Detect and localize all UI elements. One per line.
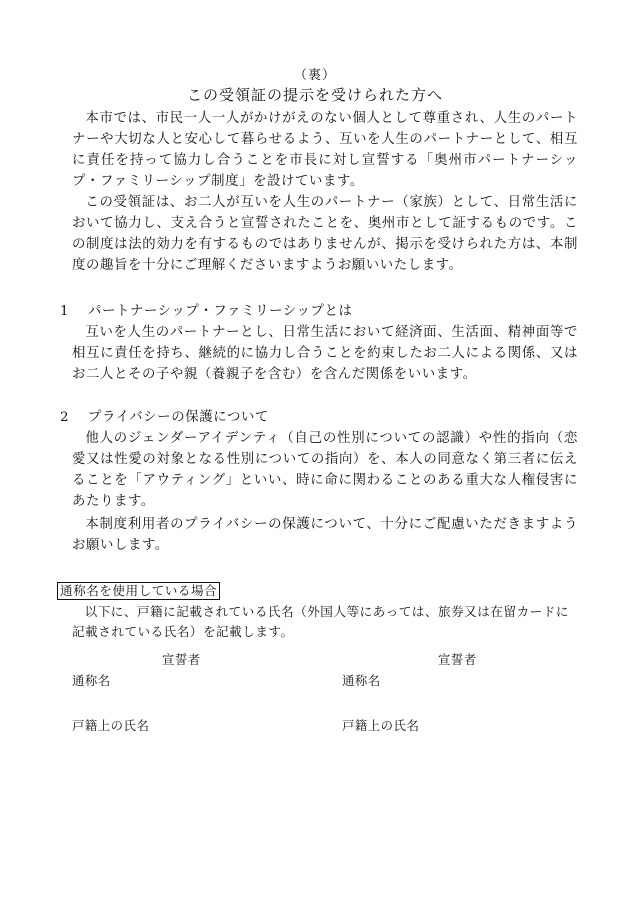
registry-name-left-label: 戸籍上の氏名	[72, 718, 150, 733]
section-1-title: パートナーシップ・ファミリーシップとは	[88, 304, 353, 319]
page-title: この受領証の提示を受けられた方へ	[186, 86, 443, 104]
alias-name-left-label: 通称名	[72, 673, 111, 688]
intro-paragraph-2: この受領証は、お二人が互いを人生のパートナー（家族）として、日常生活において協力し、支え合うと宣誓されたことを、奥州市として証するものです。この制度は法的効力を有するものではありませんが、掲示を受けられた方は、本制度の趣旨を十分にご理解くださいますようお願いいたします。	[72, 195, 578, 273]
section-2-body-1: 他人のジェンダーアイデンティ（自己の性別についての認識）や性的指向（恋愛又は性愛の対象となる性別についての指向）を、本人の同意なく第三者に伝えることを「アウティング」といい、時に命に関わることのある重大な人権侵害にあたります。	[72, 431, 578, 509]
section-2-body-2: 本制度利用者のプライバシーの保護について、十分にご配慮いただきますようお願いします。	[72, 517, 578, 553]
alias-name-right-label: 通称名	[342, 673, 381, 688]
declarant-left-label: 宣誓者	[162, 652, 201, 667]
declarant-right-label: 宣誓者	[438, 652, 477, 667]
alias-note: 以下に、戸籍に記載されている氏名（外国人等にあっては、旅券又は在留カードに記載されている氏名）を記載します。	[72, 604, 569, 639]
section-2-heading	[60, 408, 269, 428]
section-1-number: 1	[60, 304, 70, 319]
side-label: （裏）	[293, 68, 336, 83]
registry-name-right-label: 戸籍上の氏名	[342, 718, 420, 733]
section-1-body: 互いを人生のパートナーとし、日常生活において経済面、生活面、精神面等で相互に責任を持ち、継続的に協力し合うことを約束したお二人による関係、又はお二人とその子や親（養親子を含む）を含んだ関係をいいます。	[72, 325, 578, 382]
section-2-number: 2	[60, 410, 70, 425]
section-2-title: プライバシーの保護について	[88, 410, 269, 425]
section-1-heading	[60, 302, 352, 322]
intro-paragraph-1: 本市では、市民一人一人がかけがえのない個人として尊重され、人生のパートナーや大切な人と安心して暮らせるよう、互いを人生のパートナーとして、相互に責任を持って協力し合うことを市長に対し宣誓する「奥州市パートナーシップ・ファミリーシップ制度」を設けています。	[72, 111, 578, 189]
alias-boxed-label: 通称名を使用している場合	[57, 582, 220, 600]
